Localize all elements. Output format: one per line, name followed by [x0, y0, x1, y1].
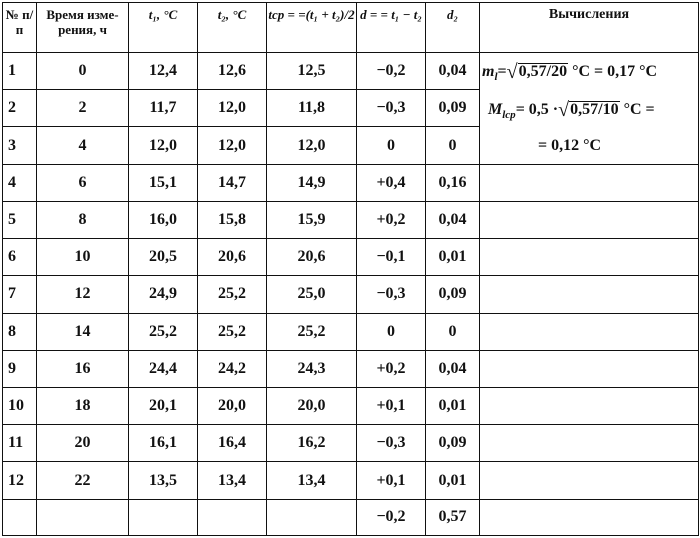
cell-t2: 12,6: [198, 53, 267, 90]
cell-t2: 25,2: [198, 313, 267, 350]
cell-t2: 12,0: [198, 90, 267, 127]
cell-t2: 20,0: [198, 387, 267, 424]
cell-d: +0,2: [357, 350, 426, 387]
cell-t1: 20,1: [129, 387, 198, 424]
measurement-table: [2, 2, 699, 536]
cell-tcp: 14,9: [267, 164, 357, 201]
cell-d2: 0,09: [426, 425, 480, 462]
cell-n: 1: [3, 53, 37, 90]
cell-time: 0: [37, 53, 129, 90]
cell-tcp: 20,6: [267, 239, 357, 276]
cell-tcp: 13,4: [267, 462, 357, 499]
cell-n: 3: [3, 127, 37, 164]
cell-t1: 24,9: [129, 276, 198, 313]
cell-tcp: 24,3: [267, 350, 357, 387]
calc-empty-cell: [480, 201, 699, 238]
table-row: [3, 53, 699, 90]
cell-d: −0,3: [357, 90, 426, 127]
cell-t1: 12,4: [129, 53, 198, 90]
cell-d: −0,1: [357, 239, 426, 276]
table-row: [3, 276, 699, 313]
cell-d: +0,4: [357, 164, 426, 201]
cell-d2: 0,01: [426, 239, 480, 276]
calc-empty-cell: [480, 387, 699, 424]
cell-tcp: 12,0: [267, 127, 357, 164]
calc-empty-cell: [480, 239, 699, 276]
header-d2: d₂: [426, 3, 480, 53]
totals-empty-cell: [37, 499, 129, 535]
cell-d2: 0,09: [426, 90, 480, 127]
calc-empty-cell: [480, 164, 699, 201]
sqrt-icon: √: [558, 99, 570, 121]
cell-d: +0,2: [357, 201, 426, 238]
table-row: [3, 387, 699, 424]
cell-t1: 20,5: [129, 239, 198, 276]
cell-n: 8: [3, 313, 37, 350]
table-row: [3, 313, 699, 350]
cell-n: 4: [3, 164, 37, 201]
table-body: [3, 53, 699, 536]
total-d2: 0,57: [426, 499, 480, 535]
cell-t1: 16,0: [129, 201, 198, 238]
cell-n: 6: [3, 239, 37, 276]
cell-tcp: 15,9: [267, 201, 357, 238]
cell-d: 0: [357, 313, 426, 350]
header-t1: t₁, °C: [129, 3, 198, 53]
cell-time: 14: [37, 313, 129, 350]
cell-time: 18: [37, 387, 129, 424]
cell-n: 7: [3, 276, 37, 313]
calc-m-line: $m_l=√0,57/20$ °C = 0,17 °C: [482, 61, 658, 84]
cell-t1: 25,2: [129, 313, 198, 350]
header-time: Время изме-рения, ч: [37, 3, 129, 53]
table-row: [3, 239, 699, 276]
cell-d2: 0: [426, 313, 480, 350]
cell-n: 2: [3, 90, 37, 127]
cell-n: 11: [3, 425, 37, 462]
cell-tcp: 25,2: [267, 313, 357, 350]
cell-time: 22: [37, 462, 129, 499]
cell-t1: 24,4: [129, 350, 198, 387]
table-row: [3, 462, 699, 499]
totals-empty-cell: [198, 499, 267, 535]
cell-time: 8: [37, 201, 129, 238]
table-row: [3, 164, 699, 201]
header-d: d = = t₁ − t₂: [357, 3, 426, 53]
cell-t1: 16,1: [129, 425, 198, 462]
header-calc: Вычисления: [480, 3, 699, 53]
cell-n: 9: [3, 350, 37, 387]
cell-t2: 24,2: [198, 350, 267, 387]
calc-empty-cell: [480, 276, 699, 313]
header-t2: t₂, °C: [198, 3, 267, 53]
cell-d2: 0,16: [426, 164, 480, 201]
cell-d2: 0,04: [426, 350, 480, 387]
cell-d2: 0,01: [426, 462, 480, 499]
cell-tcp: 20,0: [267, 387, 357, 424]
cell-d: −0,3: [357, 276, 426, 313]
cell-d: +0,1: [357, 387, 426, 424]
cell-tcp: 11,8: [267, 90, 357, 127]
header-num: № п/п: [3, 3, 37, 53]
calc-empty-cell: [480, 350, 699, 387]
calc-empty-cell: [480, 313, 699, 350]
cell-time: 10: [37, 239, 129, 276]
cell-n: 12: [3, 462, 37, 499]
cell-time: 2: [37, 90, 129, 127]
cell-time: 4: [37, 127, 129, 164]
cell-t1: 13,5: [129, 462, 198, 499]
cell-n: 10: [3, 387, 37, 424]
header-tcp: tср = =(t₁ + t₂)/2: [267, 3, 357, 53]
cell-d: −0,3: [357, 425, 426, 462]
cell-d2: 0,04: [426, 201, 480, 238]
sqrt-icon: √: [506, 61, 518, 83]
calc-empty-cell: [480, 462, 699, 499]
calc-M-line: $M_{lср}= 0,5 \cdot√0,57/10$ °C =: [488, 99, 655, 122]
cell-t1: 11,7: [129, 90, 198, 127]
cell-d2: 0,09: [426, 276, 480, 313]
cell-t2: 15,8: [198, 201, 267, 238]
cell-tcp: 16,2: [267, 425, 357, 462]
cell-time: 20: [37, 425, 129, 462]
totals-row: [3, 499, 699, 535]
calc-result: = 0,12 °C: [538, 137, 602, 154]
cell-tcp: 12,5: [267, 53, 357, 90]
cell-d: +0,1: [357, 462, 426, 499]
totals-empty-cell: [129, 499, 198, 535]
table-row: [3, 201, 699, 238]
cell-time: 6: [37, 164, 129, 201]
cell-d2: 0,04: [426, 53, 480, 90]
cell-time: 12: [37, 276, 129, 313]
table-row: [3, 350, 699, 387]
cell-tcp: 25,0: [267, 276, 357, 313]
calc-empty-cell: [480, 425, 699, 462]
totals-empty-cell: [267, 499, 357, 535]
cell-t2: 20,6: [198, 239, 267, 276]
cell-d: 0: [357, 127, 426, 164]
calc-empty-cell: [480, 499, 699, 535]
cell-t2: 13,4: [198, 462, 267, 499]
totals-empty-cell: [3, 499, 37, 535]
cell-d: −0,2: [357, 53, 426, 90]
cell-t2: 14,7: [198, 164, 267, 201]
cell-t2: 25,2: [198, 276, 267, 313]
cell-t2: 16,4: [198, 425, 267, 462]
table-row: [3, 425, 699, 462]
cell-t1: 12,0: [129, 127, 198, 164]
header-row: [3, 3, 699, 53]
cell-d2: 0,01: [426, 387, 480, 424]
cell-t1: 15,1: [129, 164, 198, 201]
total-d: −0,2: [357, 499, 426, 535]
calculations-cell: [480, 53, 699, 165]
cell-d2: 0: [426, 127, 480, 164]
cell-n: 5: [3, 201, 37, 238]
cell-t2: 12,0: [198, 127, 267, 164]
cell-time: 16: [37, 350, 129, 387]
